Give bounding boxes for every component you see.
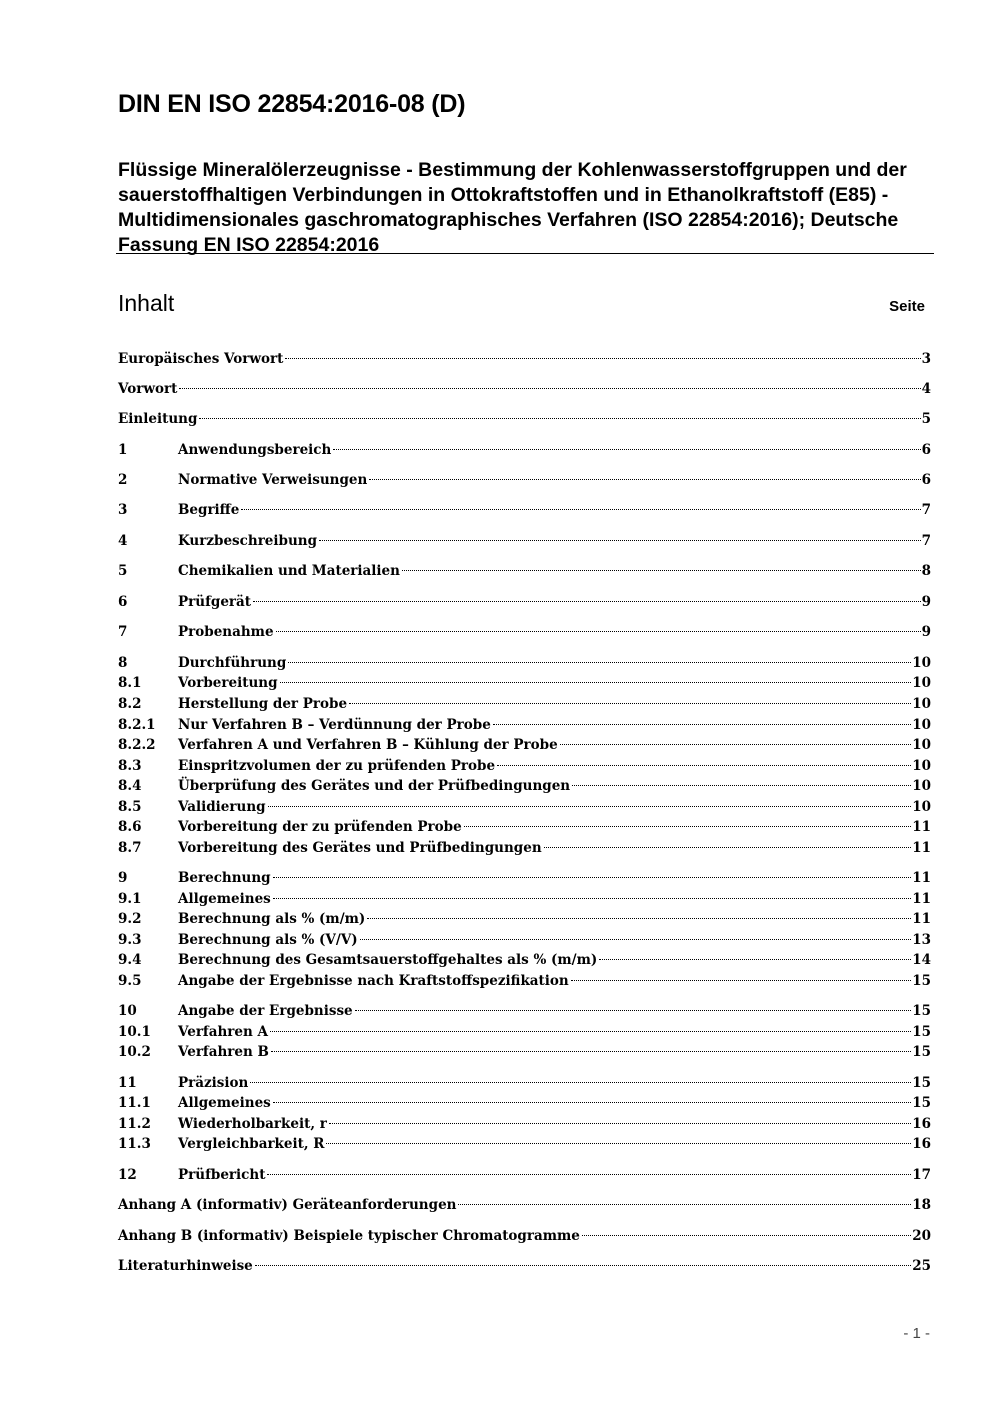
toc-entry-title: Normative Verweisungen bbox=[178, 472, 368, 488]
title-line: Flüssige Mineralölerzeugnisse - Bestimmung der Kohlenwasserstoffgruppen und der bbox=[118, 159, 907, 181]
toc-dot-leader bbox=[599, 957, 911, 960]
toc-dot-leader bbox=[255, 1263, 911, 1266]
toc-dot-leader bbox=[273, 896, 911, 899]
toc-dot-leader bbox=[464, 824, 912, 827]
toc-entry-title: Angabe der Ergebnisse bbox=[178, 1003, 353, 1019]
toc-entry-number: 8.4 bbox=[118, 778, 142, 794]
toc-entry-page: 15 bbox=[912, 1075, 931, 1091]
toc-dot-leader bbox=[369, 477, 920, 480]
toc-entry[interactable] bbox=[118, 1001, 931, 1021]
toc-entry-page: 9 bbox=[921, 624, 931, 640]
toc-entry-page: 15 bbox=[912, 973, 931, 989]
toc-entry-title: Anhang B (informativ) Beispiele typischer Chromatogramme bbox=[118, 1228, 580, 1244]
toc-entry-page: 10 bbox=[912, 717, 931, 733]
toc-entry-title: Berechnung als % (V/V) bbox=[178, 932, 358, 948]
toc-entry[interactable] bbox=[118, 349, 931, 369]
toc-entry-number: 12 bbox=[118, 1167, 137, 1183]
toc-entry-page: 17 bbox=[912, 1167, 931, 1183]
toc-entry-page: 3 bbox=[921, 351, 931, 367]
toc-dot-leader bbox=[280, 680, 912, 683]
toc-entry-title: Literaturhinweise bbox=[118, 1258, 253, 1274]
toc-entry[interactable] bbox=[118, 1134, 931, 1154]
toc-entry-page: 6 bbox=[921, 442, 931, 458]
toc-entry-number: 8.3 bbox=[118, 758, 142, 774]
toc-entry-page: 20 bbox=[912, 1228, 931, 1244]
toc-entry-number: 1 bbox=[118, 442, 128, 458]
toc-entry-number: 8.2.1 bbox=[118, 717, 156, 733]
toc-entry-page: 10 bbox=[912, 675, 931, 691]
title-line: sauerstoffhaltigen Verbindungen in Ottokraftstoffen und in Ethanolkraftstoff (E85) - bbox=[118, 184, 889, 206]
toc-page-label: Seite bbox=[889, 298, 925, 315]
toc-entry-number: 7 bbox=[118, 624, 128, 640]
toc-entry-title: Angabe der Ergebnisse nach Kraftstoffspezifikation bbox=[178, 973, 569, 989]
title-line: Multidimensionales gaschromatographisches Verfahren (ISO 22854:2016); Deutsche bbox=[118, 209, 899, 231]
toc-entry[interactable] bbox=[118, 797, 931, 817]
toc-entry-title: Verfahren A und Verfahren B – Kühlung der Probe bbox=[178, 737, 558, 753]
toc-entry[interactable] bbox=[118, 756, 931, 776]
toc-entry[interactable] bbox=[118, 735, 931, 755]
toc-entry[interactable] bbox=[118, 817, 931, 837]
toc-entry-number: 8 bbox=[118, 655, 128, 671]
toc-entry-title: Präzision bbox=[178, 1075, 249, 1091]
toc-entry[interactable] bbox=[118, 1093, 931, 1113]
toc-entry[interactable] bbox=[118, 971, 931, 991]
toc-entry-page: 11 bbox=[912, 870, 931, 886]
toc-entry-title: Allgemeines bbox=[178, 891, 271, 907]
toc-entry-number: 8.2.2 bbox=[118, 737, 156, 753]
toc-entry-title: Vorbereitung des Gerätes und Prüfbedingungen bbox=[178, 840, 542, 856]
toc-entry[interactable] bbox=[118, 909, 931, 929]
toc-dot-leader bbox=[319, 538, 921, 541]
toc-entry-page: 11 bbox=[912, 891, 931, 907]
toc-entry-title: Allgemeines bbox=[178, 1095, 271, 1111]
toc-entry[interactable] bbox=[118, 1114, 931, 1134]
toc-entry-title: Prüfbericht bbox=[178, 1167, 266, 1183]
toc-entry[interactable] bbox=[118, 868, 931, 888]
toc-entry-page: 10 bbox=[912, 696, 931, 712]
toc-entry-number: 8.1 bbox=[118, 675, 142, 691]
toc-entry[interactable] bbox=[118, 470, 931, 490]
toc-entry-title: Begriffe bbox=[178, 502, 240, 518]
toc-entry-title: Vorwort bbox=[118, 381, 178, 397]
toc-dot-leader bbox=[276, 629, 921, 632]
toc-entry-title: Überprüfung des Gerätes und der Prüfbedingungen bbox=[178, 778, 571, 794]
toc-dot-leader bbox=[367, 916, 911, 919]
toc-entry[interactable] bbox=[118, 1226, 931, 1246]
toc-entry-page: 10 bbox=[912, 799, 931, 815]
toc-entry-number: 8.2 bbox=[118, 696, 142, 712]
toc-entry[interactable] bbox=[118, 1042, 931, 1062]
toc-entry[interactable] bbox=[118, 1022, 931, 1042]
toc-entry-title: Durchführung bbox=[178, 655, 287, 671]
toc-entry-page: 15 bbox=[912, 1044, 931, 1060]
toc-dot-leader bbox=[268, 804, 912, 807]
toc-entry[interactable] bbox=[118, 838, 931, 858]
toc-dot-leader bbox=[270, 1029, 911, 1032]
toc-entry[interactable] bbox=[118, 715, 931, 735]
toc-dot-leader bbox=[571, 978, 911, 981]
toc-entry-page: 11 bbox=[912, 911, 931, 927]
toc-entry[interactable] bbox=[118, 440, 931, 460]
toc-entry-title: Chemikalien und Materialien bbox=[178, 563, 400, 579]
toc-entry[interactable] bbox=[118, 1256, 931, 1276]
document-id: DIN EN ISO 22854:2016-08 (D) bbox=[118, 90, 466, 118]
toc-entry-number: 6 bbox=[118, 594, 128, 610]
toc-entry[interactable] bbox=[118, 1073, 931, 1093]
toc-entry-title: Validierung bbox=[178, 799, 266, 815]
toc-dot-leader bbox=[560, 742, 912, 745]
toc-dot-leader bbox=[497, 763, 911, 766]
toc-dot-leader bbox=[250, 1080, 911, 1083]
toc-entry-number: 4 bbox=[118, 533, 128, 549]
toc-dot-leader bbox=[285, 356, 920, 359]
toc-entry-title: Probenahme bbox=[178, 624, 274, 640]
toc-entry-title: Verfahren B bbox=[178, 1044, 269, 1060]
toc-entry-page: 4 bbox=[921, 381, 931, 397]
title-line: Fassung EN ISO 22854:2016 bbox=[118, 234, 380, 256]
toc-dot-leader bbox=[273, 875, 912, 878]
toc-entry-title: Vorbereitung bbox=[178, 675, 278, 691]
toc-entry-title: Einspritzvolumen der zu prüfenden Probe bbox=[178, 758, 496, 774]
toc-dot-leader bbox=[179, 386, 920, 389]
toc-dot-leader bbox=[349, 701, 911, 704]
toc-entry-number: 3 bbox=[118, 502, 128, 518]
toc-entry-page: 18 bbox=[912, 1197, 931, 1213]
toc-entry-page: 25 bbox=[912, 1258, 931, 1274]
toc-dot-leader bbox=[241, 507, 920, 510]
toc-entry-page: 15 bbox=[912, 1024, 931, 1040]
toc-entry[interactable] bbox=[118, 622, 931, 642]
toc-entry-number: 10.1 bbox=[118, 1024, 151, 1040]
toc-entry-page: 11 bbox=[912, 819, 931, 835]
toc-entry-number: 9.2 bbox=[118, 911, 142, 927]
toc-entry[interactable] bbox=[118, 379, 931, 399]
toc-entry-number: 5 bbox=[118, 563, 128, 579]
toc-dot-leader bbox=[288, 660, 911, 663]
toc-dot-leader bbox=[458, 1202, 911, 1205]
toc-entry-title: Vergleichbarkeit, R bbox=[178, 1136, 325, 1152]
toc-entry[interactable] bbox=[118, 653, 931, 673]
toc-entry-page: 14 bbox=[912, 952, 931, 968]
page-number: - 1 - bbox=[903, 1325, 930, 1342]
toc-entry[interactable] bbox=[118, 930, 931, 950]
toc-entry-number: 10 bbox=[118, 1003, 137, 1019]
toc-entry-title: Berechnung bbox=[178, 870, 271, 886]
toc-entry-page: 16 bbox=[912, 1136, 931, 1152]
toc-entry[interactable] bbox=[118, 694, 931, 714]
toc-entry[interactable] bbox=[118, 592, 931, 612]
toc-entry-number: 9 bbox=[118, 870, 128, 886]
toc-entry-page: 7 bbox=[921, 502, 931, 518]
toc-entry-title: Wiederholbarkeit, r bbox=[178, 1116, 327, 1132]
toc-entry-page: 10 bbox=[912, 758, 931, 774]
toc-entry-title: Herstellung der Probe bbox=[178, 696, 348, 712]
toc-entry-title: Verfahren A bbox=[178, 1024, 268, 1040]
toc-entry-number: 8.7 bbox=[118, 840, 142, 856]
toc-entry-page: 16 bbox=[912, 1116, 931, 1132]
toc-entry-page: 10 bbox=[912, 737, 931, 753]
toc-entry-number: 11 bbox=[118, 1075, 137, 1091]
toc-dot-leader bbox=[199, 416, 920, 419]
toc-entry-page: 13 bbox=[912, 932, 931, 948]
toc-entry[interactable] bbox=[118, 776, 931, 796]
toc-entry[interactable] bbox=[118, 889, 931, 909]
toc-entry-number: 8.5 bbox=[118, 799, 142, 815]
toc-entry-title: Anhang A (informativ) Geräteanforderungen bbox=[118, 1197, 457, 1213]
toc-entry-number: 8.6 bbox=[118, 819, 142, 835]
toc-entry[interactable] bbox=[118, 1165, 931, 1185]
toc-entry-number: 9.3 bbox=[118, 932, 142, 948]
toc-entry-page: 11 bbox=[912, 840, 931, 856]
toc-entry-page: 5 bbox=[921, 411, 931, 427]
toc-entry[interactable] bbox=[118, 1195, 931, 1215]
toc-dot-leader bbox=[402, 568, 921, 571]
toc-entry-title: Anwendungsbereich bbox=[178, 442, 332, 458]
toc-entry-page: 10 bbox=[912, 655, 931, 671]
toc-dot-leader bbox=[253, 599, 921, 602]
toc-dot-leader bbox=[544, 845, 912, 848]
toc-entry-title: Einleitung bbox=[118, 411, 198, 427]
toc-entry-number: 9.1 bbox=[118, 891, 142, 907]
toc-dot-leader bbox=[572, 783, 911, 786]
toc-entry-page: 10 bbox=[912, 778, 931, 794]
toc-entry-number: 9.5 bbox=[118, 973, 142, 989]
toc-entry-number: 11.3 bbox=[118, 1136, 151, 1152]
toc-entry-title: Nur Verfahren B – Verdünnung der Probe bbox=[178, 717, 491, 733]
toc-entry-title: Kurzbeschreibung bbox=[178, 533, 318, 549]
toc-entry-page: 6 bbox=[921, 472, 931, 488]
toc-entry-number: 9.4 bbox=[118, 952, 142, 968]
toc-entry-page: 7 bbox=[921, 533, 931, 549]
toc-entry[interactable] bbox=[118, 950, 931, 970]
toc-dot-leader bbox=[326, 1141, 911, 1144]
toc-entry-number: 11.1 bbox=[118, 1095, 151, 1111]
toc-entry-title: Prüfgerät bbox=[178, 594, 252, 610]
toc-entry-number: 11.2 bbox=[118, 1116, 151, 1132]
toc-entry[interactable] bbox=[118, 500, 931, 520]
toc-entry[interactable] bbox=[118, 561, 931, 581]
toc-entry-page: 15 bbox=[912, 1003, 931, 1019]
document-title bbox=[118, 158, 936, 258]
toc-dot-leader bbox=[582, 1233, 911, 1236]
toc-dot-leader bbox=[355, 1008, 912, 1011]
toc-heading: Inhalt bbox=[118, 290, 175, 316]
toc-entry-page: 8 bbox=[921, 563, 931, 579]
toc-entry-title: Berechnung als % (m/m) bbox=[178, 911, 366, 927]
toc-entry[interactable] bbox=[118, 531, 931, 551]
title-divider bbox=[116, 253, 934, 254]
toc-dot-leader bbox=[333, 447, 920, 450]
toc-entry-number: 10.2 bbox=[118, 1044, 151, 1060]
toc-entry-title: Berechnung des Gesamtsauerstoffgehaltes als % (m/m) bbox=[178, 952, 598, 968]
toc-entry[interactable] bbox=[118, 673, 931, 693]
toc-entry-page: 9 bbox=[921, 594, 931, 610]
toc-entry-number: 2 bbox=[118, 472, 128, 488]
toc-entry[interactable] bbox=[118, 409, 931, 429]
toc-dot-leader bbox=[329, 1121, 911, 1124]
toc-dot-leader bbox=[267, 1172, 911, 1175]
toc-dot-leader bbox=[271, 1049, 911, 1052]
toc-dot-leader bbox=[273, 1100, 911, 1103]
toc-entry-title: Europäisches Vorwort bbox=[118, 351, 284, 367]
toc-dot-leader bbox=[360, 937, 912, 940]
toc-dot-leader bbox=[493, 722, 911, 725]
toc-entry-page: 15 bbox=[912, 1095, 931, 1111]
toc-entry-title: Vorbereitung der zu prüfenden Probe bbox=[178, 819, 462, 835]
